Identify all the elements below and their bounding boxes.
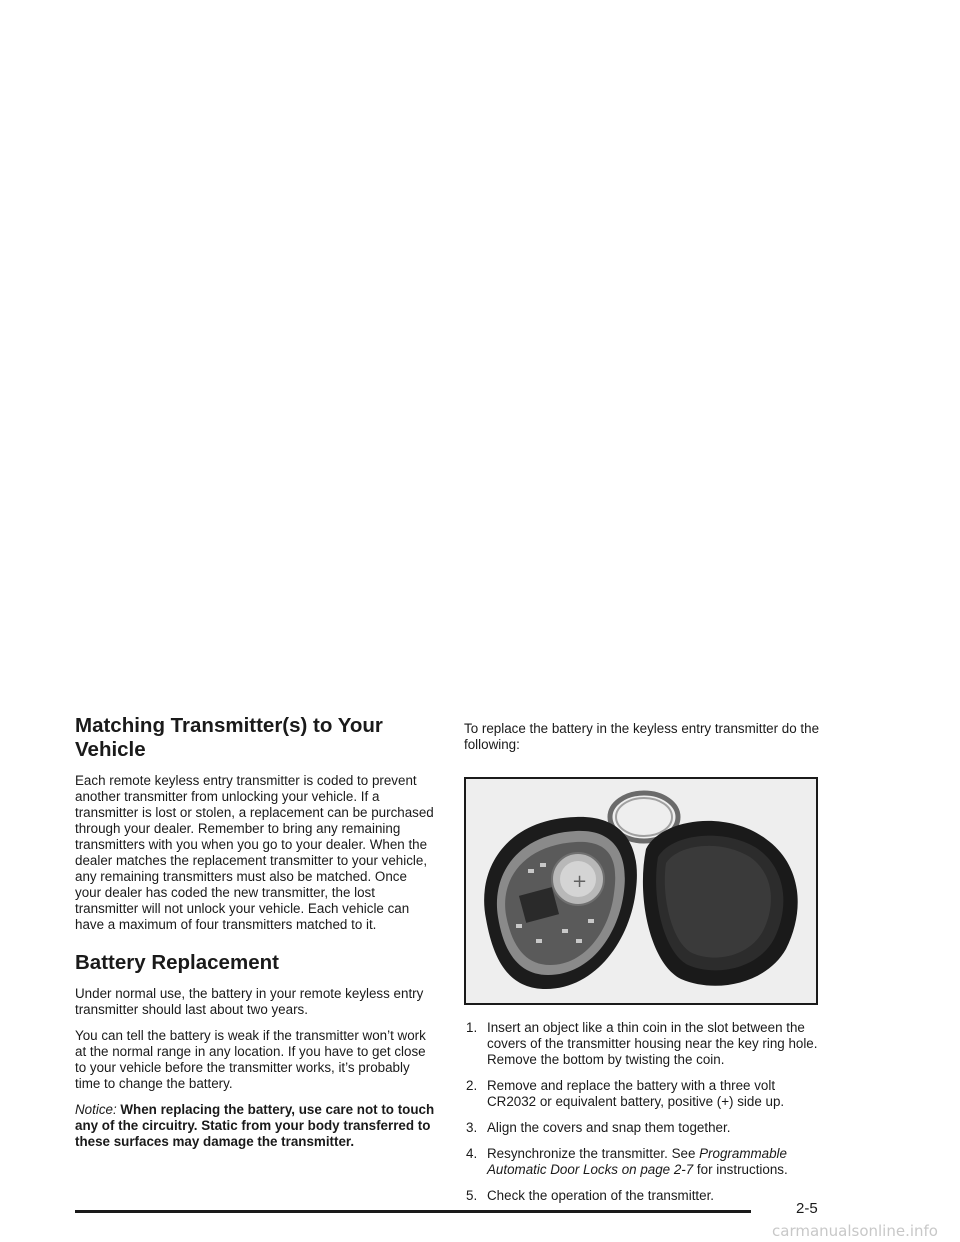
matching-paragraph: Each remote keyless entry transmitter is coded to prevent another transmitter from unlocking your vehicle. If a transmitter is lost or stolen, a replacement can be purchased through your dealer. Remember to bring any remaining transmitters with you when you go to your dealer. When the dealer matches the replacement transmitter to your vehicle, any remaining transmitters must also be matched. Once your dealer has coded the new transmitter, the lost transmitter will not unlock your vehicle. Each vehicle can have a maximum of four transmitters matched to it. xyxy=(75,773,434,932)
footer-rule xyxy=(75,1210,751,1213)
watermark: carmanualsonline.info xyxy=(772,1222,938,1240)
section-heading-battery: Battery Replacement xyxy=(75,951,279,974)
list-item xyxy=(466,1078,820,1110)
step-text-before: Resynchronize the transmitter. See xyxy=(487,1146,700,1161)
step-number: 4. xyxy=(466,1146,478,1161)
step-number: 5. xyxy=(466,1188,478,1203)
step-text: Align the covers and snap them together. xyxy=(487,1120,731,1135)
notice-label: Notice: xyxy=(75,1102,117,1117)
notice-paragraph xyxy=(75,1102,435,1150)
list-item xyxy=(466,1020,820,1068)
battery-weak-paragraph: You can tell the battery is weak if the transmitter won’t work at the normal range in any location. If you have to get close to your vehicle before the transmitter works, it’s probably time to change the battery. xyxy=(75,1028,426,1091)
cross-reference-link[interactable]: Programmable Automatic Door Locks on page 2-7 xyxy=(487,1146,787,1177)
section-heading-matching: Matching Transmitter(s) to Your Vehicle xyxy=(75,714,383,761)
step-text: Check the operation of the transmitter. xyxy=(487,1188,715,1203)
page-number: 2-5 xyxy=(796,1200,818,1217)
step-number: 2. xyxy=(466,1078,478,1093)
step-text: Remove and replace the battery with a three volt CR2032 or equivalent battery, positive (+) side up. xyxy=(487,1078,785,1109)
steps-list xyxy=(464,1020,820,1204)
transmitter-photo xyxy=(464,777,818,1005)
instructions-intro: To replace the battery in the keyless entry transmitter do the following: xyxy=(464,721,820,752)
svg-text:+: + xyxy=(572,871,588,892)
step-number: 3. xyxy=(466,1120,478,1135)
battery-life-paragraph: Under normal use, the battery in your remote keyless entry transmitter should last about two years. xyxy=(75,986,424,1017)
list-item xyxy=(466,1188,820,1204)
step-text: Insert an object like a thin coin in the slot between the covers of the transmitter housing near the key ring hole. Remove the bottom by twisting the coin. xyxy=(487,1020,818,1067)
transmitter-illustration xyxy=(466,779,816,1003)
left-column xyxy=(75,714,435,1150)
list-item xyxy=(466,1146,820,1178)
step-text-after: for instructions. xyxy=(693,1162,788,1177)
right-column xyxy=(464,721,820,1214)
step-number: 1. xyxy=(466,1020,478,1035)
list-item xyxy=(466,1120,820,1136)
notice-text: When replacing the battery, use care not to touch any of the circuitry. Static from your body transferred to these surfaces may damage the transmitter. xyxy=(75,1102,435,1149)
